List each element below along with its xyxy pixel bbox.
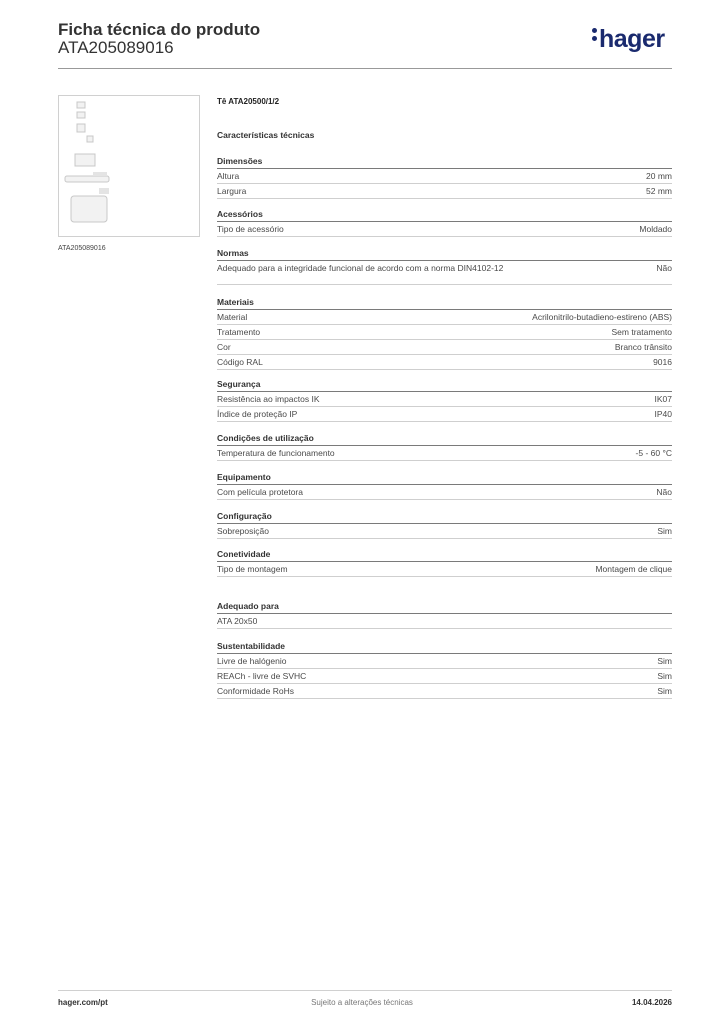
spec-label: Com película protetora bbox=[217, 487, 303, 497]
document-title: Ficha técnica do produto bbox=[58, 20, 261, 39]
spec-row bbox=[217, 614, 672, 629]
product-name: Tê ATA20500/1/2 bbox=[217, 97, 280, 106]
spec-row bbox=[217, 446, 672, 461]
spec-label: Largura bbox=[217, 186, 247, 196]
spec-value: IP40 bbox=[654, 409, 672, 419]
spec-row bbox=[217, 222, 672, 237]
spec-label: Cor bbox=[217, 342, 231, 352]
spec-section bbox=[217, 378, 672, 422]
spec-value: Branco trânsito bbox=[614, 342, 672, 352]
section-title: Conetividade bbox=[217, 548, 672, 562]
product-code: ATA205089016 bbox=[58, 38, 174, 57]
spec-row bbox=[217, 407, 672, 422]
spec-label: Tipo de montagem bbox=[217, 564, 288, 574]
spec-label: REACh - livre de SVHC bbox=[217, 671, 307, 681]
spec-value: 52 mm bbox=[646, 186, 672, 196]
spec-value: Sim bbox=[657, 686, 672, 696]
section-title: Segurança bbox=[217, 378, 672, 392]
spec-value: Sim bbox=[657, 656, 672, 666]
image-caption: ATA205089016 bbox=[58, 245, 106, 252]
spec-label: Índice de proteção IP bbox=[217, 409, 298, 419]
spec-value: Sim bbox=[657, 671, 672, 681]
product-image-drawing bbox=[59, 96, 199, 236]
spec-section bbox=[217, 432, 672, 461]
spec-label: Resistência ao impactos IK bbox=[217, 394, 320, 404]
spec-label: Altura bbox=[217, 171, 240, 181]
spec-value: -5 - 60 °C bbox=[635, 448, 672, 458]
section-title: Acessórios bbox=[217, 208, 672, 222]
spec-label: Sobreposição bbox=[217, 526, 269, 536]
spec-label: Conformidade RoHs bbox=[217, 686, 295, 696]
hager-logo: hager bbox=[592, 25, 665, 54]
spec-section bbox=[217, 600, 672, 629]
section-title: Condições de utilização bbox=[217, 432, 672, 446]
spec-section bbox=[217, 296, 672, 370]
section-title: Normas bbox=[217, 247, 672, 261]
spec-section bbox=[217, 548, 672, 577]
spec-row bbox=[217, 325, 672, 340]
spec-label: ATA 20x50 bbox=[217, 616, 258, 626]
spec-value: Não bbox=[656, 263, 672, 273]
spec-row bbox=[217, 261, 672, 285]
spec-value: Moldado bbox=[639, 224, 672, 234]
spec-row bbox=[217, 485, 672, 500]
spec-value: Sim bbox=[657, 526, 672, 536]
spec-row bbox=[217, 310, 672, 325]
spec-label: Adequado para a integridade funcional de acordo com a norma DIN4102-12 bbox=[217, 263, 504, 273]
spec-section bbox=[217, 640, 672, 699]
specs-heading: Características técnicas bbox=[217, 130, 315, 140]
spec-section bbox=[217, 208, 672, 237]
section-title: Equipamento bbox=[217, 471, 672, 485]
spec-value: IK07 bbox=[654, 394, 672, 404]
spec-row bbox=[217, 392, 672, 407]
section-title: Adequado para bbox=[217, 600, 672, 614]
spec-label: Livre de halógenio bbox=[217, 656, 287, 666]
section-title: Sustentabilidade bbox=[217, 640, 672, 654]
footer-disclaimer: Sujeito a alterações técnicas bbox=[311, 998, 413, 1007]
spec-label: Tratamento bbox=[217, 327, 261, 337]
spec-row bbox=[217, 184, 672, 199]
spec-value: Acrilonitrilo-butadieno-estireno (ABS) bbox=[532, 312, 672, 322]
spec-label: Material bbox=[217, 312, 248, 322]
footer-date: 14.04.2026 bbox=[631, 998, 672, 1007]
footer-website: hager.com/pt bbox=[58, 998, 108, 1007]
spec-row bbox=[217, 169, 672, 184]
spec-section bbox=[217, 247, 672, 285]
footer-divider bbox=[58, 990, 672, 991]
header-divider bbox=[58, 68, 672, 69]
spec-value: 9016 bbox=[653, 357, 672, 367]
spec-row bbox=[217, 669, 672, 684]
spec-value: 20 mm bbox=[646, 171, 672, 181]
spec-label: Temperatura de funcionamento bbox=[217, 448, 335, 458]
spec-row bbox=[217, 524, 672, 539]
spec-value: Montagem de clique bbox=[595, 564, 672, 574]
section-title: Configuração bbox=[217, 510, 672, 524]
spec-row bbox=[217, 562, 672, 577]
section-title: Materiais bbox=[217, 296, 672, 310]
spec-section bbox=[217, 510, 672, 539]
spec-label: Tipo de acessório bbox=[217, 224, 284, 234]
spec-section bbox=[217, 471, 672, 500]
spec-row bbox=[217, 684, 672, 699]
spec-row bbox=[217, 340, 672, 355]
spec-value: Não bbox=[656, 487, 672, 497]
spec-label: Código RAL bbox=[217, 357, 263, 367]
product-image bbox=[58, 95, 200, 237]
spec-value: Sem tratamento bbox=[611, 327, 672, 337]
spec-section bbox=[217, 155, 672, 199]
section-title: Dimensões bbox=[217, 155, 672, 169]
spec-row bbox=[217, 355, 672, 370]
spec-row bbox=[217, 654, 672, 669]
